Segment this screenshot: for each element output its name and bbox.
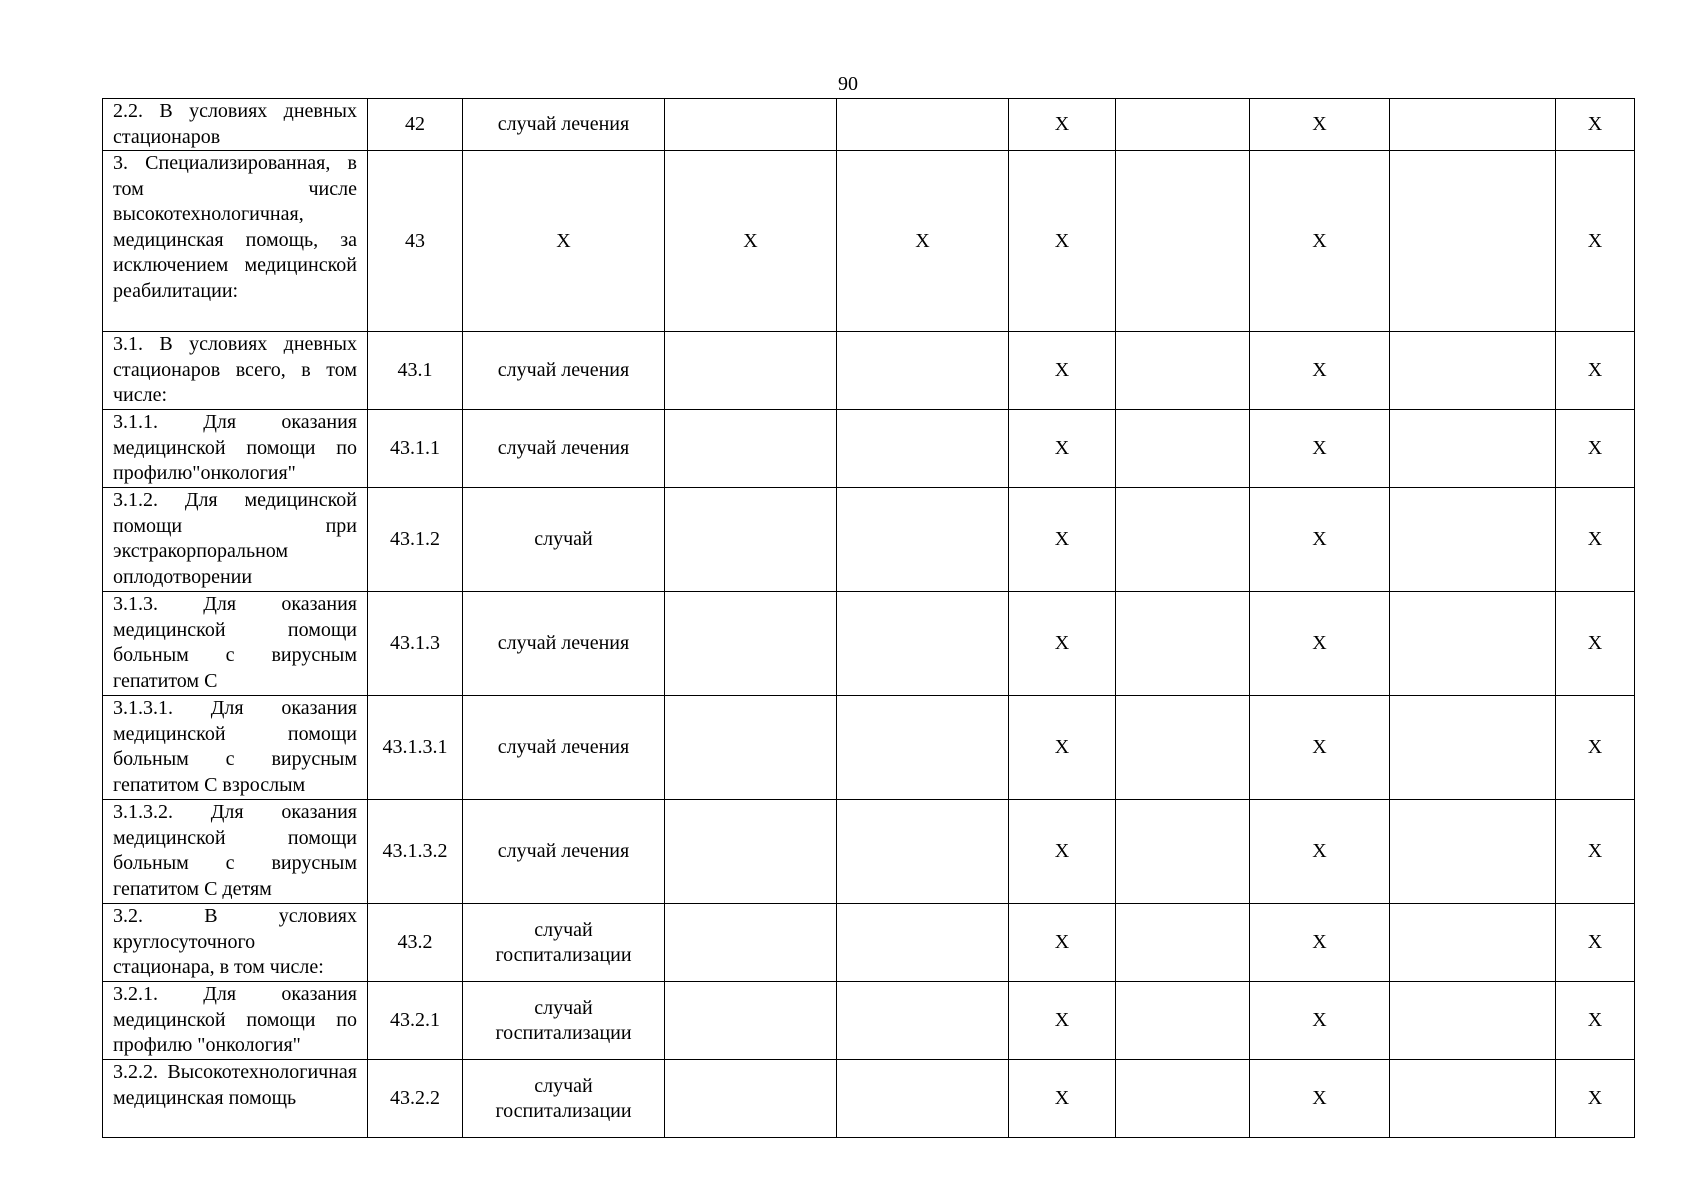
value-cell bbox=[1390, 800, 1556, 904]
value-cell: X bbox=[1556, 696, 1635, 800]
row-name-cell: 3.1.3.1. Для оказания медицинской помощи больным с вирусным гепатитом С взрослым bbox=[103, 696, 368, 800]
value-cell bbox=[1116, 488, 1250, 592]
value-cell bbox=[665, 800, 837, 904]
value-cell bbox=[1116, 982, 1250, 1060]
value-cell bbox=[1116, 696, 1250, 800]
row-name-cell: 3. Специализированная, в том числе высокотехнологичная, медицинская помощь, за исключением медицинской реабилитации: bbox=[103, 151, 368, 332]
value-cell: X bbox=[1009, 800, 1116, 904]
row-code-cell: 43.2 bbox=[368, 904, 463, 982]
value-cell: X bbox=[1556, 99, 1635, 151]
value-cell bbox=[837, 800, 1009, 904]
value-cell: X bbox=[1009, 410, 1116, 488]
value-cell: X bbox=[1009, 592, 1116, 696]
row-code-cell: 43.1.3 bbox=[368, 592, 463, 696]
value-cell: X bbox=[1250, 1060, 1390, 1138]
value-cell bbox=[837, 1060, 1009, 1138]
value-cell bbox=[1390, 332, 1556, 410]
table-row bbox=[103, 904, 1635, 982]
value-cell bbox=[665, 99, 837, 151]
value-cell bbox=[1116, 151, 1250, 332]
table-row bbox=[103, 99, 1635, 151]
row-unit-cell: случай лечения bbox=[463, 332, 665, 410]
value-cell bbox=[665, 332, 837, 410]
table-body bbox=[103, 99, 1635, 1138]
row-unit-cell: случай госпитализации bbox=[463, 982, 665, 1060]
value-cell bbox=[837, 488, 1009, 592]
value-cell bbox=[1390, 1060, 1556, 1138]
value-cell: X bbox=[1556, 904, 1635, 982]
value-cell bbox=[665, 410, 837, 488]
value-cell: X bbox=[1250, 696, 1390, 800]
value-cell bbox=[665, 904, 837, 982]
row-unit-cell: случай госпитализации bbox=[463, 904, 665, 982]
row-code-cell: 43.2.1 bbox=[368, 982, 463, 1060]
row-code-cell: 43.1.1 bbox=[368, 410, 463, 488]
value-cell: X bbox=[1556, 1060, 1635, 1138]
row-unit-cell: случай лечения bbox=[463, 99, 665, 151]
table-row bbox=[103, 151, 1635, 332]
table-row bbox=[103, 488, 1635, 592]
row-unit-cell: случай bbox=[463, 488, 665, 592]
row-code-cell: 43.1.3.1 bbox=[368, 696, 463, 800]
value-cell bbox=[1116, 99, 1250, 151]
value-cell: X bbox=[1556, 488, 1635, 592]
value-cell: X bbox=[1009, 982, 1116, 1060]
value-cell bbox=[1116, 1060, 1250, 1138]
row-name-cell: 3.1.3. Для оказания медицинской помощи больным с вирусным гепатитом С bbox=[103, 592, 368, 696]
value-cell bbox=[1116, 410, 1250, 488]
table-row bbox=[103, 982, 1635, 1060]
row-unit-cell: X bbox=[463, 151, 665, 332]
value-cell bbox=[1116, 904, 1250, 982]
row-name-cell: 3.1.2. Для медицинской помощи при экстракорпоральном оплодотворении bbox=[103, 488, 368, 592]
table-row bbox=[103, 592, 1635, 696]
value-cell bbox=[1116, 800, 1250, 904]
value-cell: X bbox=[1556, 800, 1635, 904]
value-cell bbox=[1390, 99, 1556, 151]
value-cell bbox=[837, 332, 1009, 410]
value-cell bbox=[1116, 332, 1250, 410]
value-cell bbox=[837, 99, 1009, 151]
value-cell: X bbox=[1009, 332, 1116, 410]
value-cell bbox=[665, 592, 837, 696]
value-cell bbox=[1390, 904, 1556, 982]
value-cell bbox=[1116, 592, 1250, 696]
value-cell bbox=[665, 488, 837, 592]
value-cell: X bbox=[1250, 151, 1390, 332]
value-cell: X bbox=[665, 151, 837, 332]
row-unit-cell: случай госпитализации bbox=[463, 1060, 665, 1138]
value-cell: X bbox=[1009, 99, 1116, 151]
row-unit-cell: случай лечения bbox=[463, 592, 665, 696]
value-cell: X bbox=[1556, 332, 1635, 410]
table-row bbox=[103, 1060, 1635, 1138]
row-name-cell: 3.2.2. Высокотехнологичная медицинская помощь bbox=[103, 1060, 368, 1138]
value-cell: X bbox=[1250, 982, 1390, 1060]
row-code-cell: 43.1.3.2 bbox=[368, 800, 463, 904]
page-number: 90 bbox=[838, 73, 858, 95]
row-code-cell: 43.1 bbox=[368, 332, 463, 410]
value-cell bbox=[665, 1060, 837, 1138]
value-cell bbox=[837, 982, 1009, 1060]
table-row bbox=[103, 800, 1635, 904]
value-cell bbox=[837, 410, 1009, 488]
table-row bbox=[103, 696, 1635, 800]
value-cell bbox=[1390, 982, 1556, 1060]
value-cell bbox=[837, 904, 1009, 982]
value-cell: X bbox=[1009, 696, 1116, 800]
row-name-cell: 3.1. В условиях дневных стационаров всего, в том числе: bbox=[103, 332, 368, 410]
row-name-cell: 3.1.3.2. Для оказания медицинской помощи больным с вирусным гепатитом С детям bbox=[103, 800, 368, 904]
row-name-cell: 2.2. В условиях дневных стационаров bbox=[103, 99, 368, 151]
value-cell bbox=[665, 696, 837, 800]
value-cell bbox=[837, 592, 1009, 696]
value-cell bbox=[837, 696, 1009, 800]
row-name-cell: 3.2.1. Для оказания медицинской помощи по профилю "онкология" bbox=[103, 982, 368, 1060]
table-row bbox=[103, 332, 1635, 410]
value-cell: X bbox=[1250, 410, 1390, 488]
row-code-cell: 43.2.2 bbox=[368, 1060, 463, 1138]
value-cell bbox=[1390, 696, 1556, 800]
value-cell: X bbox=[1250, 488, 1390, 592]
row-name-cell: 3.1.1. Для оказания медицинской помощи по профилю"онкология" bbox=[103, 410, 368, 488]
program-volume-table bbox=[102, 98, 1635, 1138]
table-row bbox=[103, 410, 1635, 488]
row-name-cell: 3.2. В условиях круглосуточного стационара, в том числе: bbox=[103, 904, 368, 982]
value-cell bbox=[1390, 592, 1556, 696]
value-cell: X bbox=[1556, 982, 1635, 1060]
row-unit-cell: случай лечения bbox=[463, 696, 665, 800]
value-cell: X bbox=[1009, 904, 1116, 982]
row-code-cell: 42 bbox=[368, 99, 463, 151]
value-cell: X bbox=[1250, 800, 1390, 904]
value-cell bbox=[1390, 488, 1556, 592]
value-cell: X bbox=[837, 151, 1009, 332]
value-cell bbox=[665, 982, 837, 1060]
value-cell: X bbox=[1556, 151, 1635, 332]
row-unit-cell: случай лечения bbox=[463, 410, 665, 488]
row-unit-cell: случай лечения bbox=[463, 800, 665, 904]
value-cell bbox=[1390, 410, 1556, 488]
value-cell: X bbox=[1250, 99, 1390, 151]
value-cell: X bbox=[1009, 488, 1116, 592]
value-cell: X bbox=[1009, 151, 1116, 332]
value-cell: X bbox=[1250, 904, 1390, 982]
value-cell: X bbox=[1009, 1060, 1116, 1138]
row-code-cell: 43 bbox=[368, 151, 463, 332]
value-cell: X bbox=[1250, 592, 1390, 696]
value-cell: X bbox=[1556, 410, 1635, 488]
value-cell: X bbox=[1250, 332, 1390, 410]
value-cell bbox=[1390, 151, 1556, 332]
value-cell: X bbox=[1556, 592, 1635, 696]
row-code-cell: 43.1.2 bbox=[368, 488, 463, 592]
